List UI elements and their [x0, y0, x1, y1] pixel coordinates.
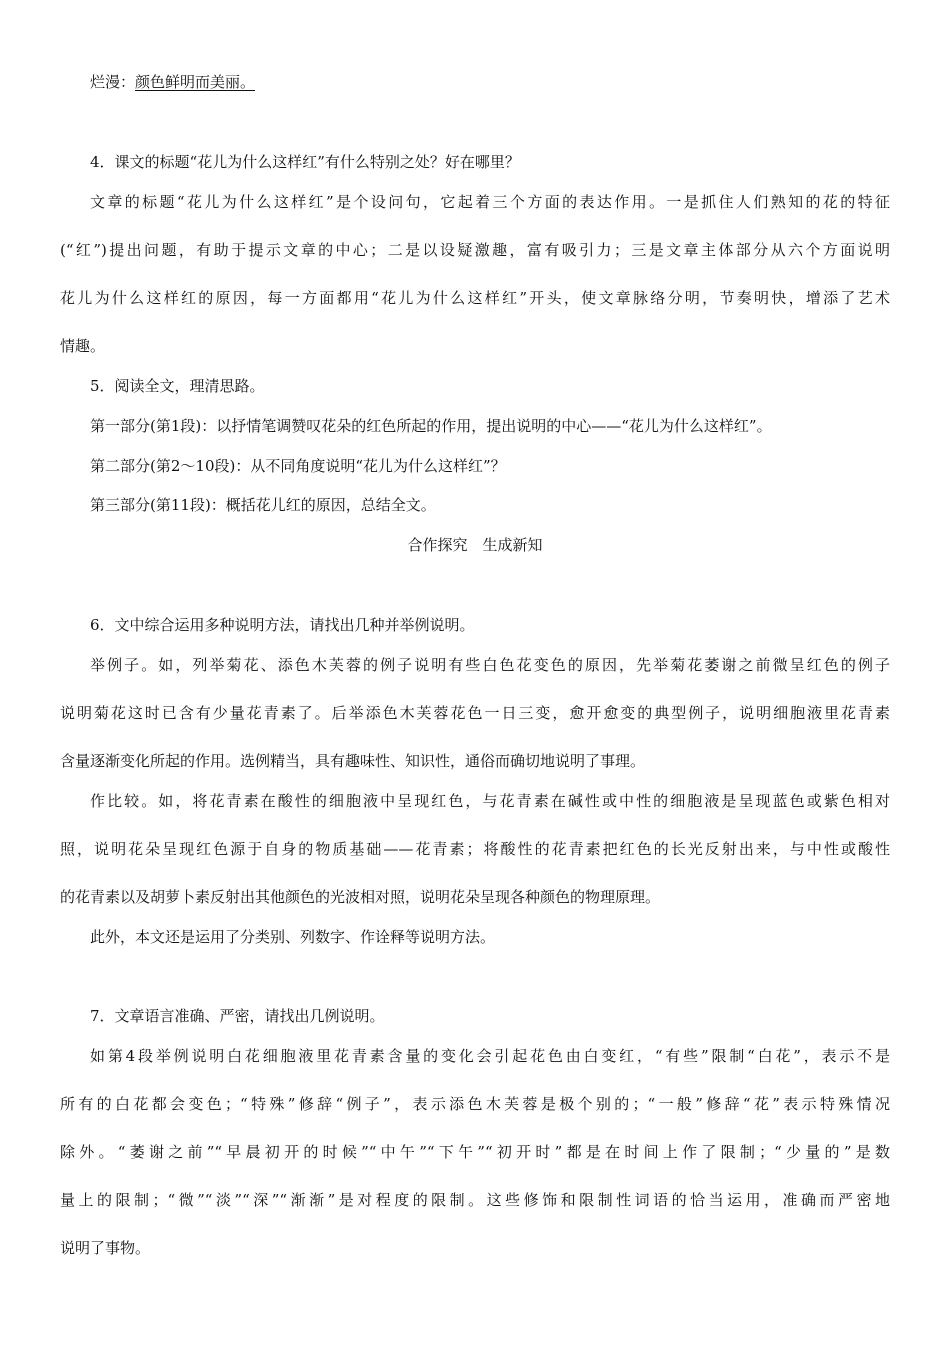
q6-para2-line: 的花青素以及胡萝卜素反射出其他颜色的光波相对照，说明花朵呈现各种颜色的物理原理。: [60, 888, 661, 906]
q6-para2-line: 照，说明花朵呈现红色源于自身的物质基础——花青素；将酸性的花青素把红色的长光反射出来，与中性或酸性: [60, 840, 890, 858]
q6-para1-line: 举例子。如，列举菊花、添色木芙蓉的例子说明有些白色花变色的原因，先举菊花萎谢之前微呈红色的例子: [90, 656, 890, 674]
q4-answer-line: 情趣。: [60, 337, 106, 355]
definition-meaning: 颜色鲜明而美丽。: [135, 73, 256, 91]
q6-para2-line: 作比较。如，将花青素在酸性的细胞液中呈现红色，与花青素在碱性或中性的细胞液是呈现蓝色或紫色相对: [90, 792, 890, 810]
q7-answer-line: 说明了事物。: [60, 1239, 151, 1257]
q6-para1-line: 说明菊花这时已含有少量花青素了。后举添色木芙蓉花色一日三变，愈开愈变的典型例子，说明细胞液里花青素: [60, 704, 890, 722]
q6-para3: 此外，本文还是运用了分类别、列数字、作诠释等说明方法。: [90, 928, 496, 946]
q7-answer-line: 如第4段举例说明白花细胞液里花青素含量的变化会引起花色由白变红，“有些”限制“白花”，表示不是: [90, 1047, 890, 1065]
q4-answer-line: (“红”)提出问题，有助于提示文章的中心；二是以设疑激趣，富有吸引力；三是文章主体部分从六个方面说明: [60, 241, 890, 259]
definition-line: [90, 72, 255, 92]
question-6: 6．文中综合运用多种说明方法，请找出几种并举例说明。: [90, 616, 475, 634]
q7-answer-line: 除外。“萎谢之前”“早晨初开的时候”“中午”“下午”“初开时”都是在时间上作了限制；“少量的”是数: [60, 1143, 890, 1161]
q4-answer-line: 花儿为什么这样红的原因，每一方面都用“花儿为什么这样红”开头，使文章脉络分明，节奏明快，增添了艺术: [60, 289, 890, 307]
question-4: 4．课文的标题“花儿为什么这样红”有什么特别之处？好在哪里？: [90, 153, 520, 171]
section-heading: 合作探究 生成新知: [407, 536, 543, 554]
q6-para1-line: 含量逐渐变化所起的作用。选例精当，具有趣味性、知识性，通俗而确切地说明了事理。: [60, 752, 646, 770]
q4-answer-line: 文章的标题“花儿为什么这样红”是个设问句，它起着三个方面的表达作用。一是抓住人们熟知的花的特征: [90, 193, 890, 211]
q5-part: 第三部分(第11段)：概括花儿红的原因，总结全文。: [90, 496, 436, 514]
q5-part: 第一部分(第1段)：以抒情笔调赞叹花朵的红色所起的作用，提出说明的中心——“花儿为什么这样红”。: [90, 417, 772, 435]
question-7: 7．文章语言准确、严密，请找出几例说明。: [90, 1007, 385, 1025]
question-5: 5．阅读全文，理清思路。: [90, 377, 265, 395]
q7-answer-line: 所有的白花都会变色；“特殊”修辞“例子”，表示添色木芙蓉是极个别的；“一般”修辞“花”表示特殊情况: [60, 1095, 890, 1113]
q5-part: 第二部分(第2～10段)：从不同角度说明“花儿为什么这样红”？: [90, 457, 506, 475]
q7-answer-line: 量上的限制；“微”“淡”“深”“渐渐”是对程度的限制。这些修饰和限制性词语的恰当运用，准确而严密地: [60, 1191, 890, 1209]
definition-term: 烂漫：: [90, 73, 136, 91]
